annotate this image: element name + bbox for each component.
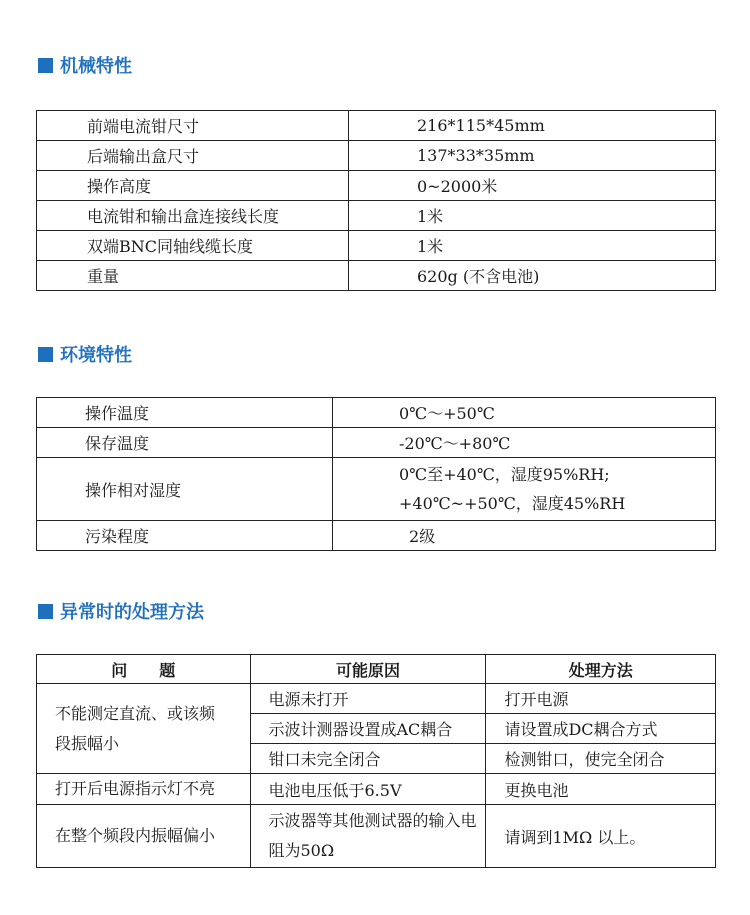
problem-cell: 在整个频段内振幅偏小: [37, 805, 251, 868]
fix-cell: 请调到1MΩ 以上。: [486, 805, 716, 868]
cause-cell: 电源未打开: [250, 684, 486, 714]
header-fix: 处理方法: [486, 655, 716, 684]
fix-cell: 更换电池: [486, 774, 716, 805]
spec-label: 保存温度: [37, 428, 333, 458]
table-row: [37, 774, 716, 805]
spec-label: 污染程度: [37, 521, 333, 551]
section-bullet-icon: [38, 58, 53, 73]
table-row: [37, 521, 716, 551]
spec-value: 1米: [349, 201, 716, 231]
spec-value: 2级: [333, 521, 716, 551]
spec-value-line: 0℃至+40℃，湿度95%RH;: [399, 465, 610, 484]
problem-cell: [37, 684, 251, 774]
table-row: [37, 231, 716, 261]
table-row: [37, 141, 716, 171]
spec-value: 137*33*35mm: [349, 141, 716, 171]
troubleshoot-table: [36, 654, 716, 868]
table-row: [37, 171, 716, 201]
spec-label: 操作高度: [37, 171, 349, 201]
table-row: [37, 684, 716, 714]
section-title-troubleshoot: [38, 598, 204, 624]
table-row: [37, 458, 716, 521]
mechanical-specs-table: [36, 110, 716, 291]
fix-cell: 检测钳口，使完全闭合: [486, 744, 716, 774]
spec-value: 0℃～+50℃: [333, 398, 716, 428]
section-title-text: 环境特性: [60, 345, 132, 366]
fix-cell: 请设置成DC耦合方式: [486, 714, 716, 744]
section-title-text: 机械特性: [60, 56, 132, 77]
problem-cell: 打开后电源指示灯不亮: [37, 774, 251, 805]
spec-value: 1米: [349, 231, 716, 261]
cause-text: 示波器等其他测试器的输入电阻为50Ω: [268, 811, 477, 860]
cause-cell: 电池电压低于6.5V: [250, 774, 486, 805]
spec-label: 重量: [37, 261, 349, 291]
spec-value: [333, 458, 716, 521]
table-row: [37, 261, 716, 291]
header-problem: 问 题: [37, 655, 251, 684]
table-row: [37, 428, 716, 458]
spec-value: 0~2000米: [349, 171, 716, 201]
spec-value: 620g (不含电池): [349, 261, 716, 291]
spec-value: 216*115*45mm: [349, 111, 716, 141]
table-row: [37, 805, 716, 868]
spec-label: 后端输出盒尺寸: [37, 141, 349, 171]
header-cause: 可能原因: [250, 655, 486, 684]
spec-value: -20℃～+80℃: [333, 428, 716, 458]
spec-label: 双端BNC同轴线缆长度: [37, 231, 349, 261]
spec-label: 操作相对湿度: [37, 458, 333, 521]
cause-cell: 示波计测器设置成AC耦合: [250, 714, 486, 744]
spec-value-line: +40℃~+50℃，湿度45%RH: [399, 494, 626, 513]
section-bullet-icon: [38, 347, 53, 362]
spec-label: 电流钳和输出盒连接线长度: [37, 201, 349, 231]
spec-label: 操作温度: [37, 398, 333, 428]
table-row: [37, 111, 716, 141]
cause-cell: [250, 805, 486, 868]
fix-cell: 打开电源: [486, 684, 716, 714]
section-title-text: 异常时的处理方法: [60, 602, 204, 623]
environment-specs-table: [36, 397, 716, 551]
section-title-environment: [38, 341, 132, 367]
problem-text: 不能测定直流、或该频段振幅小: [55, 703, 216, 753]
table-header-row: [37, 655, 716, 684]
section-title-mechanical: [38, 52, 132, 78]
spec-label: 前端电流钳尺寸: [37, 111, 349, 141]
table-row: [37, 398, 716, 428]
section-bullet-icon: [38, 604, 53, 619]
cause-cell: 钳口未完全闭合: [250, 744, 486, 774]
table-row: [37, 201, 716, 231]
